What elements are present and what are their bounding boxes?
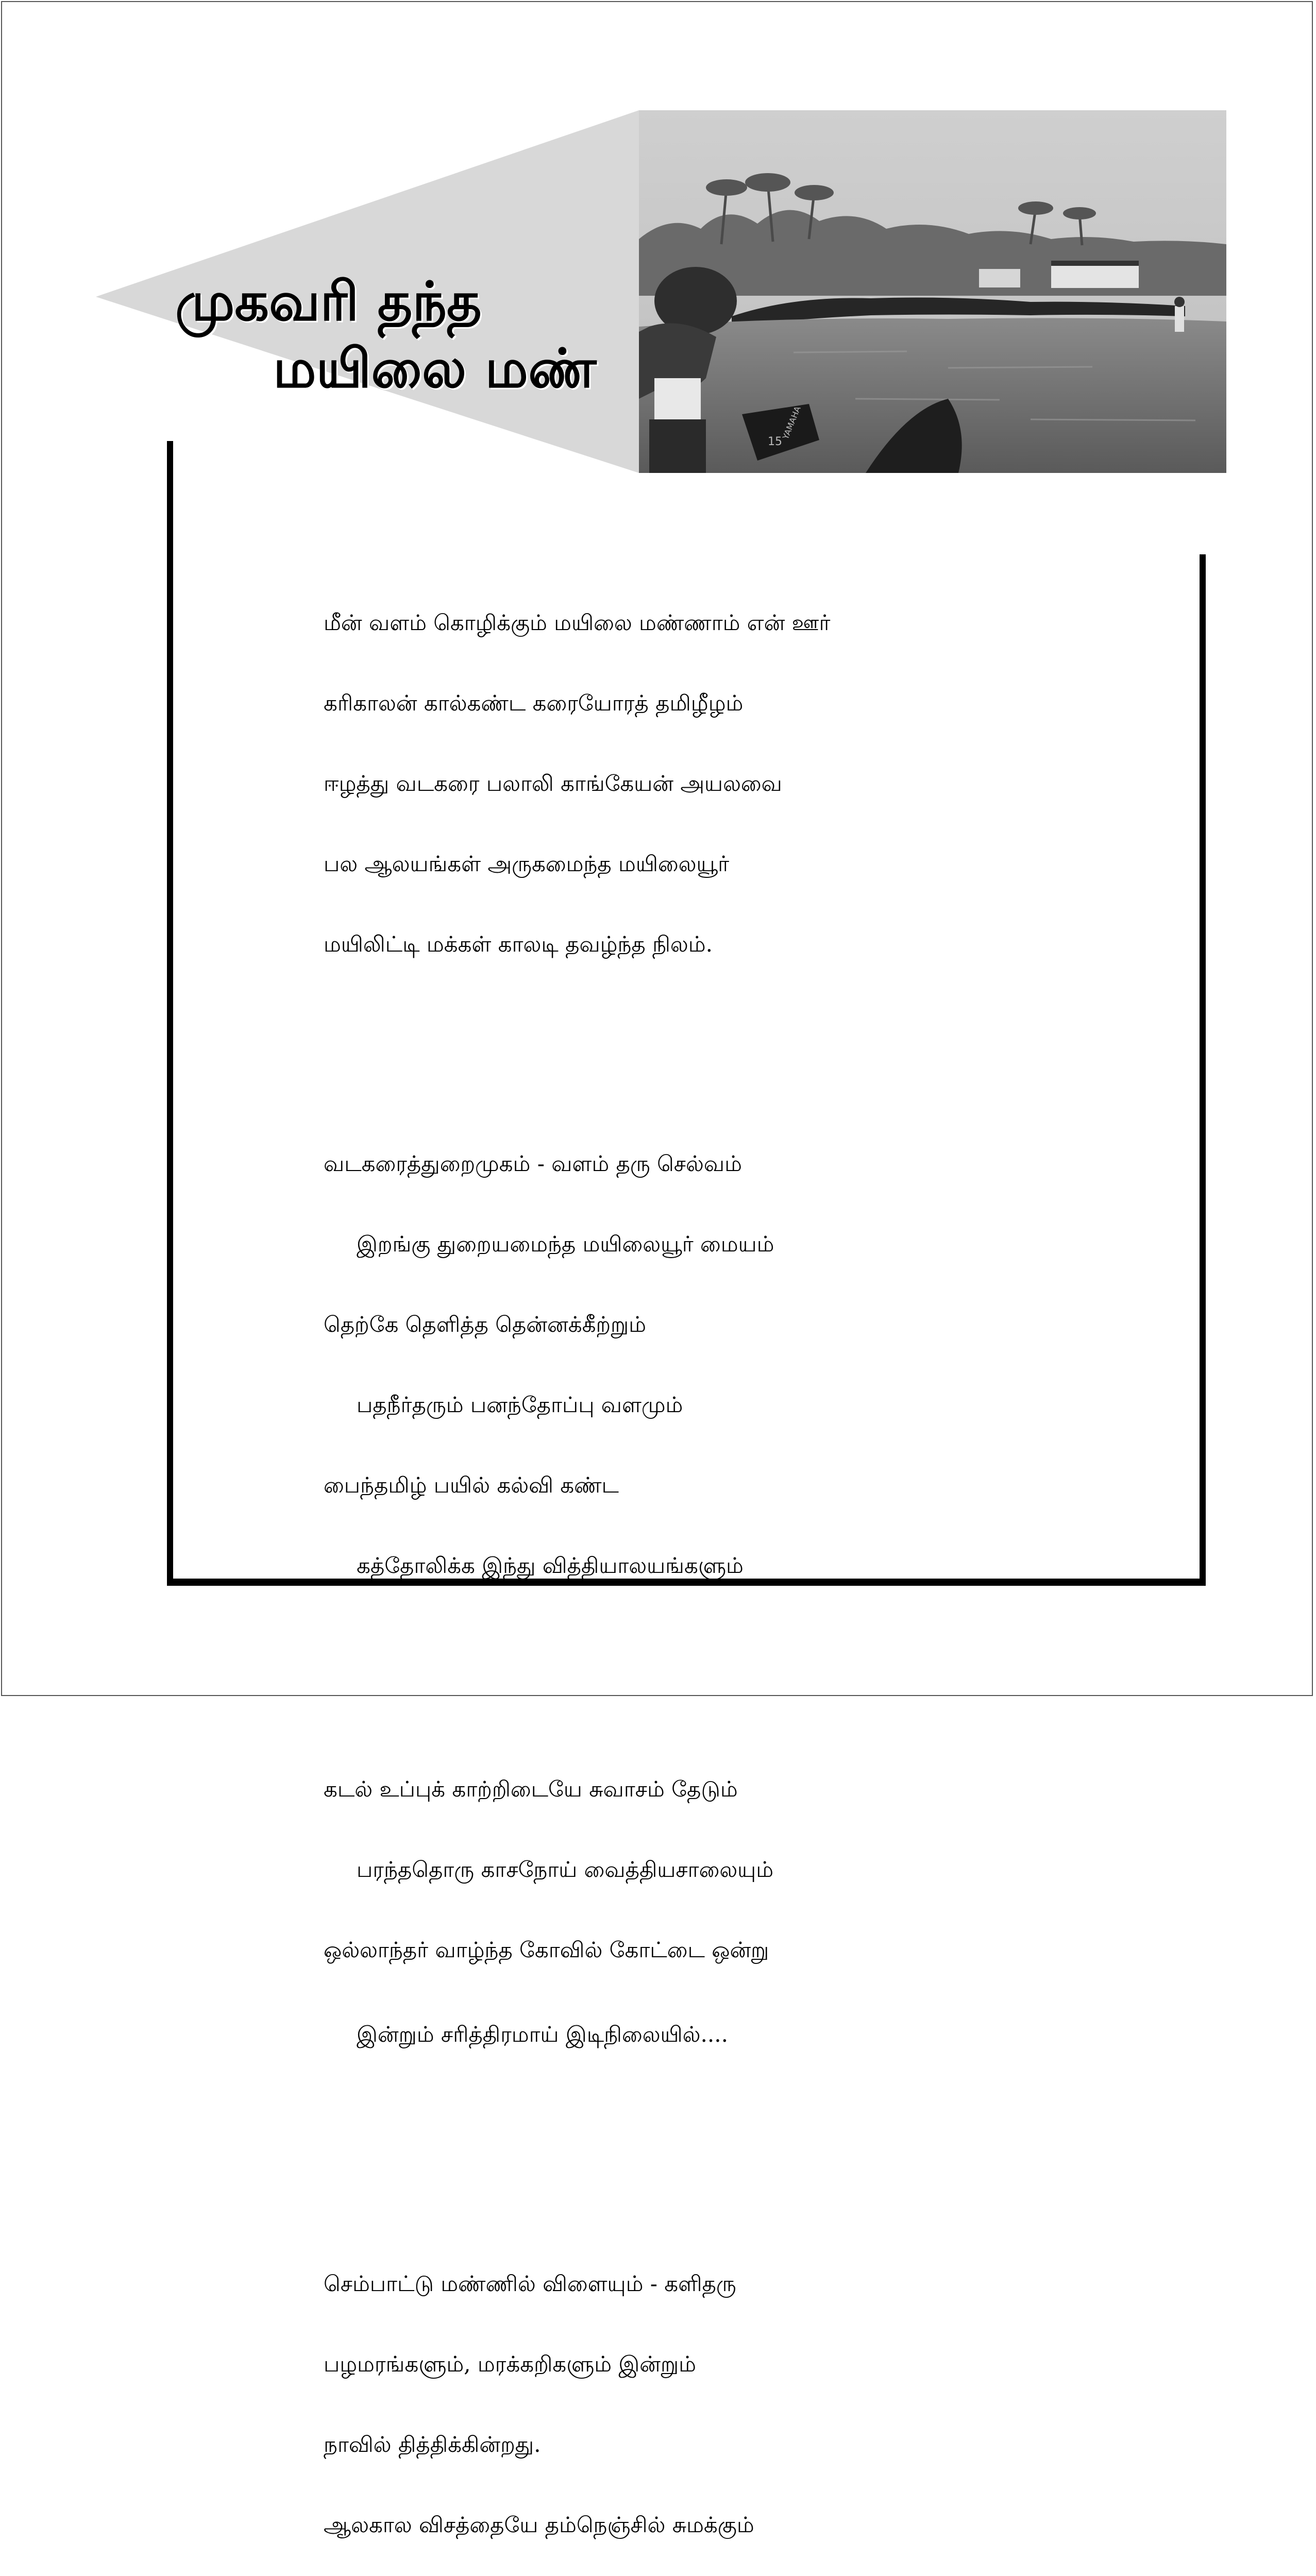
outboard-brand-text: YAMAHA — [780, 404, 803, 441]
poem-line: ஒல்லாந்தர் வாழ்ந்த கோவில் கோட்டை ஒன்று — [324, 1937, 769, 1962]
frame-right-border — [1200, 554, 1206, 1586]
stanza-1 — [324, 556, 1174, 1011]
poem-line: நாவில் தித்திக்கின்றது. — [324, 2432, 541, 2457]
outboard-number-text: 15 — [768, 435, 782, 448]
beach-photo — [639, 110, 1226, 473]
poem-line: பதநீர்தரும் பனந்தோப்பு வளமும் — [357, 1392, 683, 1417]
poem-body — [324, 502, 1174, 2576]
poem-line: ஆலகால விசத்தையே தம்நெஞ்சில் சுமக்கும் — [324, 2512, 754, 2537]
frame-left-border — [167, 441, 173, 1585]
title-wedge-shape — [0, 0, 649, 479]
poem-line: ஈழத்து வடகரை பலாலி காங்கேயன் அயலவை — [324, 771, 782, 796]
title-line-1: முகவரி தந்த — [175, 270, 482, 333]
poem-line: இன்றும் சரித்திரமாய் இடிநிலையில்.... — [357, 2022, 728, 2047]
poem-line: பழமரங்களும், மரக்கறிகளும் இன்றும் — [324, 2351, 696, 2377]
beach-photo-illustration — [639, 110, 1226, 473]
title-line-2: மயிலை மண் — [273, 337, 597, 400]
poem-line: மயிலிட்டி மக்கள் காலடி தவழ்ந்த நிலம். — [324, 931, 713, 957]
poem-line: செம்பாட்டு மண்ணில் விளையும் - களிதரு — [324, 2271, 736, 2296]
stanza-4 — [324, 2217, 1174, 2576]
poem-line: தெற்கே தெளித்த தென்னக்கீற்றும் — [324, 1312, 646, 1337]
poem-line: கத்தோலிக்க இந்து வித்தியாலயங்களும் — [357, 1553, 744, 1578]
stanza-3 — [324, 1722, 1174, 2102]
poem-line: கடல் உப்புக் காற்றிடையே சுவாசம் தேடும் — [324, 1776, 738, 1802]
stanza-2 — [324, 1097, 1174, 1633]
poem-line: பரந்ததொரு காசநோய் வைத்தியசாலையும் — [357, 1857, 773, 1882]
poem-line: கரிகாலன் கால்கண்ட கரையோரத் தமிழீழம் — [324, 690, 744, 716]
poem-title — [175, 268, 596, 402]
poem-line: இறங்கு துறையமைந்த மயிலையூர் மையம் — [357, 1231, 774, 1257]
poem-line: பைந்தமிழ் பயில் கல்வி கண்ட — [324, 1472, 619, 1498]
poem-line: பல ஆலயங்கள் அருகமைந்த மயிலையூர் — [324, 851, 730, 876]
poem-line: வடகரைத்துறைமுகம் - வளம் தரு செல்வம் — [324, 1151, 742, 1176]
poem-line: மீன் வளம் கொழிக்கும் மயிலை மண்ணாம் என் ஊர் — [324, 610, 831, 635]
